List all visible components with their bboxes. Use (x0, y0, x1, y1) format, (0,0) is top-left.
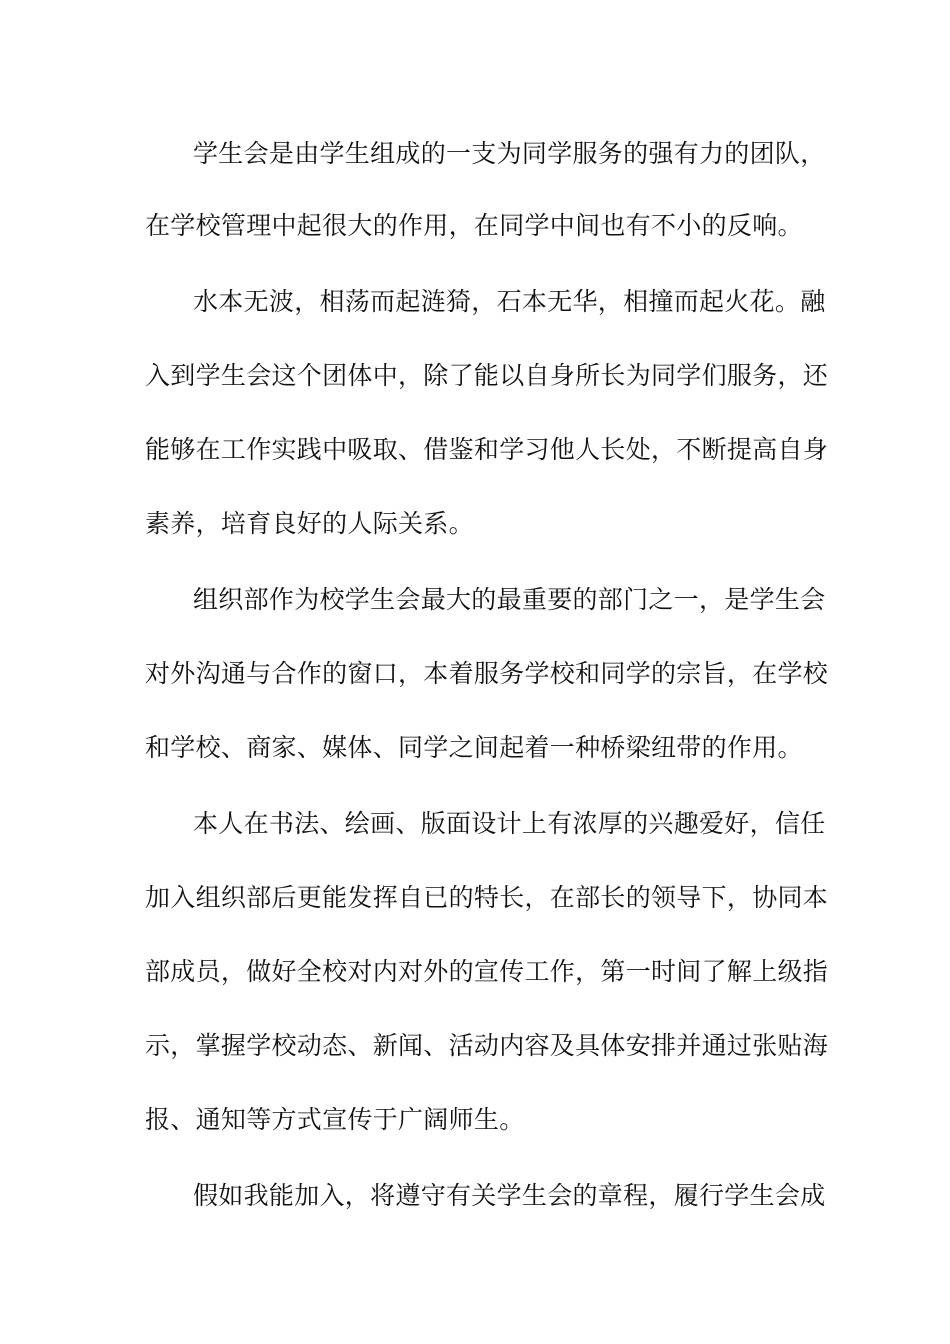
paragraph-2-line-1: 水本无波，相荡而起涟猗，石本无华，相撞而起火花。融 (193, 287, 826, 316)
paragraph-3-line-2: 对外沟通与合作的窗口，本着服务学校和同学的宗旨，在学校 (145, 659, 829, 688)
paragraph-2-line-3: 能够在工作实践中吸取、借鉴和学习他人长处，不断提高自身 (145, 435, 829, 464)
paragraph-3-line-1: 组织部作为校学生会最大的最重要的部门之一，是学生会 (193, 585, 826, 614)
paragraph-4-line-1: 本人在书法、绘画、版面设计上有浓厚的兴趣爱好，信任 (193, 809, 826, 838)
paragraph-4-line-3: 部成员，做好全校对内对外的宣传工作，第一时间了解上级指 (145, 957, 829, 986)
paragraph-4-line-4: 示，掌握学校动态、新闻、活动内容及具体安排并通过张贴海 (145, 1031, 829, 1060)
paragraph-4-line-5: 报、通知等方式宣传于广阔师生。 (145, 1105, 525, 1134)
paragraph-1-line-2: 在学校管理中起很大的作用，在同学中间也有不小的反响。 (145, 211, 803, 240)
paragraph-4-line-2: 加入组织部后更能发挥自已的特长，在部长的领导下，协同本 (145, 883, 829, 912)
paragraph-2-line-4: 素养，培育良好的人际关系。 (145, 509, 474, 538)
paragraph-1-line-1: 学生会是由学生组成的一支为同学服务的强有力的团队， (193, 139, 826, 168)
paragraph-5-line-1: 假如我能加入，将遵守有关学生会的章程，履行学生会成 (193, 1181, 826, 1210)
paragraph-3-line-3: 和学校、商家、媒体、同学之间起着一种桥梁纽带的作用。 (145, 733, 803, 762)
paragraph-2-line-2: 入到学生会这个团体中，除了能以自身所长为同学们服务，还 (145, 361, 829, 390)
